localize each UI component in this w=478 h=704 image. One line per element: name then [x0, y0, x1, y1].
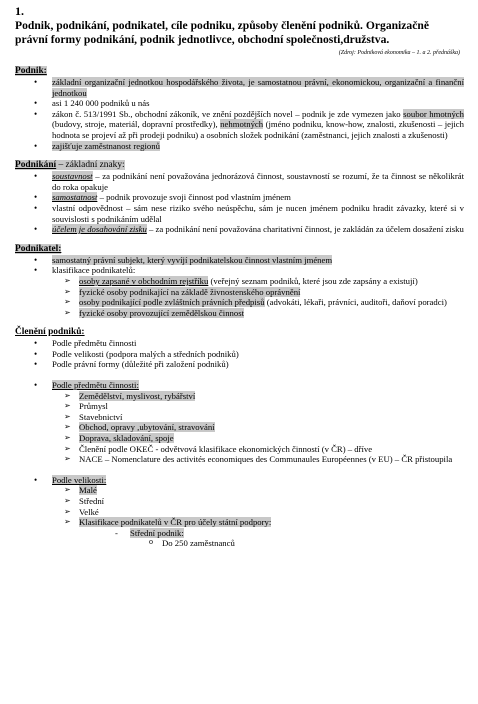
list-item — [15, 380, 464, 391]
list-item: • Podle právní formy (důležité při založení podniků) — [15, 359, 464, 370]
list-item: ➢ Klasifikace podnikatelů v ČR pro účely státní podpory: — [15, 517, 464, 528]
source-note: (Zdroj: Podniková ekonomika – 1. a 2. přednáška) — [338, 50, 460, 56]
list-item: • zákon č. 513/1991 Sb., obchodní zákoník, ve znění pozdějších novel – podnik je zde vymezen jako soubor hmotných (budovy, stroje, materiál, dopravní prostředky), nehmotných (jméno podniku, know-how, znalosti, zkušenosti – jejich hodnota se projeví až při prodeji podniku) a osobních složek podnikání (zaměstnanci, jejich znalosti a zkušenosti) — [15, 109, 464, 141]
list-item: ➢ Doprava, skladování, spoje — [15, 433, 464, 444]
heading-podnikani: Podnikání – základní znaky: — [15, 160, 125, 171]
list-item: ➢ fyzické osoby provozující zemědělskou činnost — [15, 308, 464, 319]
heading-cleneni: Členění podniků: — [15, 327, 85, 338]
list-item: • Podle předmětu činnosti — [15, 338, 464, 349]
list-item: ➢ NACE – Nomenclature des activités economiques des Communaules Européennes (v EU) – ČR přistoupila — [15, 454, 464, 465]
list-item: • klasifikace podnikatelů: — [15, 265, 464, 276]
list-item: ➢ Průmysl — [15, 401, 464, 412]
list-item: • základní organizační jednotkou hospodářského života, je samostatnou právní, ekonomickou, organizační a finanční jednotkou — [15, 77, 464, 98]
section-podnikani — [15, 160, 464, 235]
heading-podnik: Podnik: — [15, 66, 47, 76]
list-item: • zajišťuje zaměstnanost regionů — [15, 141, 464, 152]
list-item: • samostatnost – podnik provozuje svoji činnost pod vlastním jménem — [15, 192, 464, 203]
list-item — [15, 475, 464, 486]
document-title: Podnik, podnikání, podnikatel, cíle podniku, způsoby členění podniků. Organizačně právní formy podnikání, podnik jednotlivce, obchodní společnosti,družstva. — [15, 19, 429, 46]
list-item: • vlastní odpovědnost – sám nese riziko svého neúspěchu, sám je nucen jménem podniku hradit závazky, které si v souvislosti s podnikáním udělal — [15, 203, 464, 224]
list-item: ➢ Malé — [15, 485, 464, 496]
section-predmet — [15, 380, 464, 465]
list-item: ➢ osoby podnikající podle zvláštních právních předpisů (advokáti, lékaři, právníci, auditoři, daňoví poradci) — [15, 297, 464, 308]
section-cleneni — [15, 327, 464, 370]
list-item: ➢ Obchod, opravy ,ubytování, stravování — [15, 422, 464, 433]
list-item: ➢ fyzické osoby podnikající na základě živnostenského oprávnění — [15, 287, 464, 298]
list-item: ➢ Velké — [15, 507, 464, 518]
list-item: • účelem je dosahování zisku – za podnikání není považována charitativní činnost, je zakládán za účelem dosažení zisku — [15, 224, 464, 235]
question-number: 1. — [15, 4, 24, 18]
list-item: ➢ Členění podle OKEČ - odvětvová klasifikace ekonomických činností (v ČR) – dříve — [15, 444, 464, 455]
section-podnikatel — [15, 244, 464, 319]
section-velikost — [15, 475, 464, 549]
list-item: - Střední podnik: — [15, 528, 464, 539]
heading-velikost: Podle velikosti: — [52, 474, 107, 485]
list-item: • soustavnost – za podnikání není považována jednorázová činnost, soustavností se rozumí, že ta činnost se několikrát do roka opakuje — [15, 171, 464, 192]
heading-podnikatel: Podnikatel: — [15, 243, 62, 254]
list-item: o Do 250 zaměstnanců — [15, 538, 464, 549]
section-podnik — [15, 66, 464, 151]
list-item: • Podle velikosti (podpora malých a středních podniků) — [15, 349, 464, 360]
list-item: • samostatný právní subjekt, který vyvíjí podnikatelskou činnost vlastním jménem — [15, 255, 464, 266]
list-item: ➢ Střední — [15, 496, 464, 507]
heading-predmet: Podle předmětu činnosti: — [52, 380, 139, 391]
list-item: • asi 1 240 000 podniků u nás — [15, 98, 464, 109]
list-item: ➢ Stavebnictví — [15, 412, 464, 423]
list-item: ➢ osoby zapsané v obchodním rejstříku (veřejný seznam podniků, které jsou zde zapsány a existují) — [15, 276, 464, 287]
list-item: ➢ Zemědělství, myslivost, rybářství — [15, 391, 464, 402]
